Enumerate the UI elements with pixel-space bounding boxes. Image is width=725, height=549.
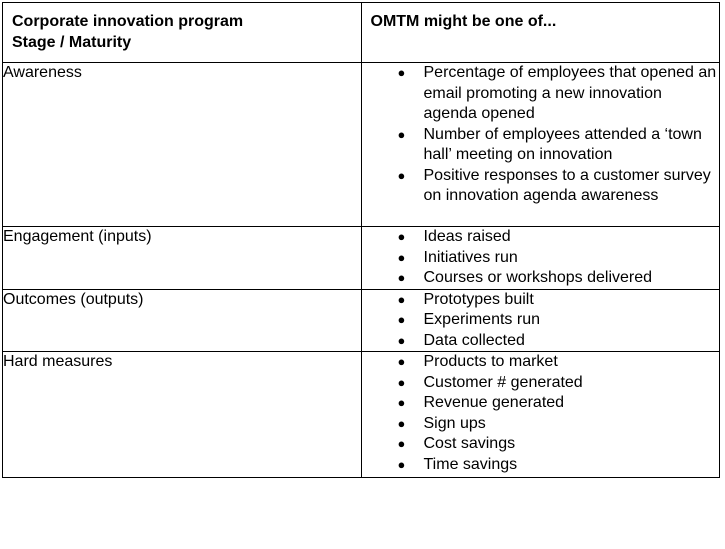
table-row-hard-measures [3,352,720,478]
metric-text: Cost savings [423,435,516,452]
list-item [362,414,720,435]
metric-text: Initiatives run [423,248,518,266]
bullet-icon: ● [397,456,406,472]
metrics-header: OMTM might be one of... [361,3,720,63]
omtm-table [2,2,720,478]
bullet-icon: ● [397,332,406,348]
list-item [362,373,720,394]
metric-text: Customer # generated [423,373,583,391]
table-row-outcomes [3,289,720,352]
list-item [362,227,720,248]
metric-text: Time savings [423,455,518,473]
list-item [362,393,720,414]
bullet-icon: ● [397,354,406,369]
bullet-icon: ● [397,65,406,80]
metrics-list [362,227,720,289]
list-item [362,248,720,269]
metric-text: Ideas raised [423,228,511,245]
metrics-list [362,352,720,475]
list-item [362,125,720,166]
metric-text: Prototypes built [423,290,534,308]
metric-text: Experiments run [423,311,540,328]
stage-header-line1: Corporate innovation program [12,13,244,30]
list-item [362,63,720,125]
bullet-icon: ● [397,436,406,451]
metrics-cell [361,289,720,352]
metric-text: Data collected [423,331,525,349]
metrics-cell [361,352,720,478]
metrics-list [362,290,720,352]
bullet-icon: ● [397,312,406,327]
stage-cell: Engagement (inputs) [3,227,362,290]
metric-text: Sign ups [423,414,486,432]
bullet-icon: ● [397,249,406,265]
metrics-cell [361,227,720,290]
bullet-icon: ● [397,395,406,410]
header-row [3,3,720,63]
bullet-icon: ● [397,415,406,431]
bullet-icon: ● [397,374,406,390]
stage-header-line2: Stage / Maturity [12,33,132,51]
list-item [362,166,720,207]
table-row-awareness [3,63,720,227]
metric-text: Positive responses to a customer survey on innovation agenda awareness [423,166,711,204]
bullet-icon: ● [397,126,406,142]
stage-cell: Outcomes (outputs) [3,289,362,352]
list-item [362,290,720,311]
stage-cell: Hard measures [3,352,362,478]
metric-text: Products to market [423,353,558,370]
table-row-engagement [3,227,720,290]
metric-text: Revenue generated [423,394,565,411]
list-item [362,331,720,352]
list-item [362,352,720,373]
list-item [362,268,720,289]
list-item [362,434,720,455]
stage-cell: Awareness [3,63,362,227]
stage-header [3,3,362,63]
list-item [362,310,720,331]
bullet-icon: ● [397,229,406,244]
metrics-list [362,63,720,207]
metrics-cell [361,63,720,227]
bullet-icon: ● [397,291,406,307]
metric-text: Percentage of employees that opened an email promoting a new innovation agenda opened [423,64,717,122]
bullet-icon: ● [397,270,406,285]
list-item [362,455,720,476]
metric-text: Courses or workshops delivered [423,269,653,286]
metric-text: Number of employees attended a ‘town hall’ meeting on innovation [423,125,702,163]
bullet-icon: ● [397,167,406,183]
